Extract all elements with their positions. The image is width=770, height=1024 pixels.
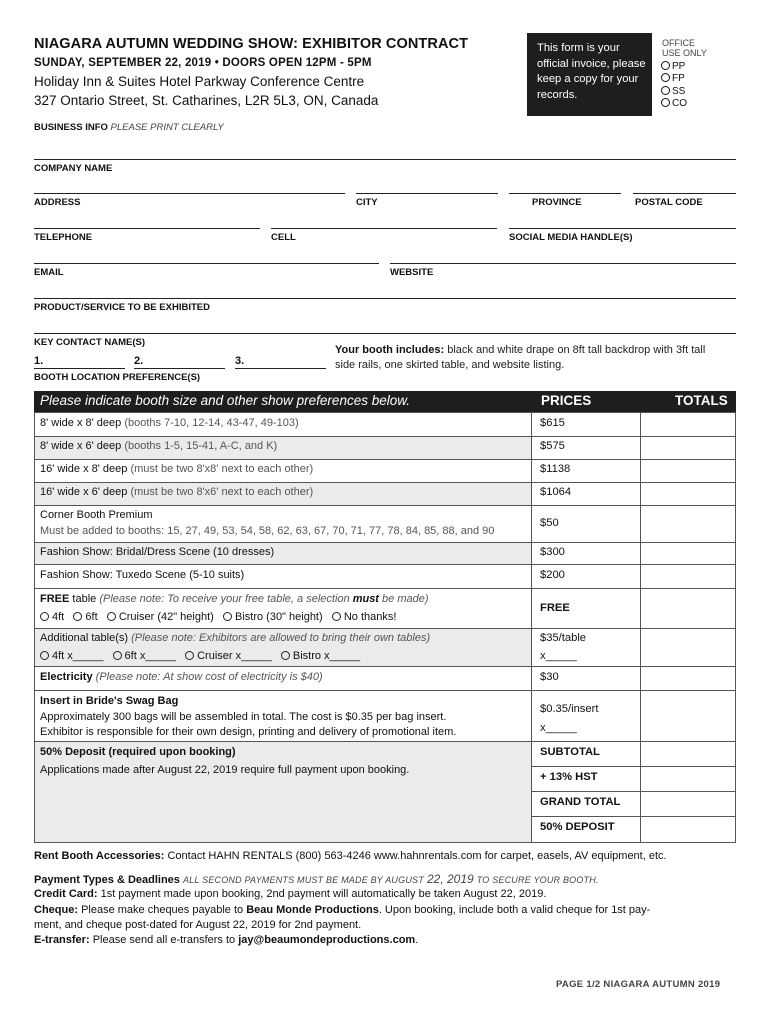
booth-pref-2-number: 2. bbox=[134, 355, 144, 367]
table-divider bbox=[34, 842, 736, 843]
telephone-label: TELEPHONE bbox=[34, 232, 93, 243]
table-divider bbox=[34, 436, 736, 437]
totals-column-header: TOTALS bbox=[675, 393, 728, 408]
table-border bbox=[735, 412, 736, 842]
booth-8x8-price: $615 bbox=[540, 417, 565, 429]
radio-circle-icon bbox=[281, 651, 290, 660]
booth-pref-1-field[interactable] bbox=[34, 368, 125, 369]
tuxedo-show-price: $200 bbox=[540, 569, 565, 581]
free-table-label: FREE table (Please note: To receive your free table, a selection must be made) bbox=[40, 593, 429, 605]
event-date: SUNDAY, SEPTEMBER 22, 2019 • DOORS OPEN 12PM - 5PM bbox=[34, 57, 372, 69]
table-divider bbox=[34, 505, 736, 506]
additional-tables-options bbox=[40, 650, 360, 662]
rent-accessories-note: Rent Booth Accessories: Contact HAHN RENTALS (800) 563-4246 www.hahnrentals.com for carpet, easels, AV equipment, etc. bbox=[34, 850, 667, 862]
telephone-field[interactable] bbox=[34, 228, 260, 229]
tuxedo-show-total-input[interactable] bbox=[641, 565, 735, 588]
swag-bag-label: Insert in Bride's Swag Bag bbox=[40, 695, 179, 707]
province-label: PROVINCE bbox=[532, 197, 582, 208]
corner-booth-total-input[interactable] bbox=[641, 506, 735, 542]
bridal-show-total-input[interactable] bbox=[641, 543, 735, 564]
postal-code-label: POSTAL CODE bbox=[635, 197, 703, 208]
etransfer-note: E-transfer: Please send all e-transfers to jay@beaumondeproductions.com. bbox=[34, 934, 419, 946]
social-media-field[interactable] bbox=[509, 228, 736, 229]
city-field[interactable] bbox=[356, 193, 498, 194]
cheque-note-continued: ment, and cheque post-dated for August 22, 2019 for 2nd payment. bbox=[34, 919, 362, 931]
corner-booth-price: $50 bbox=[540, 517, 559, 529]
additional-tables-price: $35/table bbox=[540, 632, 587, 644]
booth-16x6-price: $1064 bbox=[540, 486, 572, 498]
company-name-field[interactable] bbox=[34, 159, 736, 160]
electricity-total-input[interactable] bbox=[641, 667, 735, 690]
radio-circle-icon bbox=[332, 612, 341, 621]
table-divider bbox=[34, 588, 736, 589]
table-divider bbox=[34, 459, 736, 460]
website-field[interactable] bbox=[390, 263, 736, 264]
booth-pref-1-number: 1. bbox=[34, 355, 44, 367]
key-contact-label: KEY CONTACT NAME(S) bbox=[34, 337, 146, 348]
booth-16x8-total-input[interactable] bbox=[641, 460, 735, 482]
table-divider bbox=[34, 482, 736, 483]
address-field[interactable] bbox=[34, 193, 345, 194]
table-divider bbox=[34, 666, 736, 667]
booth-pref-label: BOOTH LOCATION PREFERENCE(S) bbox=[34, 372, 201, 383]
additional-tables-qty[interactable]: x_____ bbox=[540, 650, 577, 662]
subtotal-label: SUBTOTAL bbox=[540, 746, 600, 758]
table-divider bbox=[34, 564, 736, 565]
booth-includes-note: Your booth includes: black and white drape on 8ft tall backdrop with 3ft tall side rails, one skirted table, and website listing. bbox=[335, 344, 706, 371]
deposit-total-label: 50% DEPOSIT bbox=[540, 821, 615, 833]
grand-total-label: GRAND TOTAL bbox=[540, 796, 621, 808]
radio-circle-icon bbox=[73, 612, 82, 621]
etransfer-email[interactable]: jay@beaumondeproductions.com bbox=[238, 934, 416, 946]
electricity-price: $30 bbox=[540, 671, 559, 683]
table-border bbox=[34, 412, 35, 842]
booth-16x6-total-input[interactable] bbox=[641, 483, 735, 505]
page-title: NIAGARA AUTUMN WEDDING SHOW: EXHIBITOR CONTRACT bbox=[34, 36, 469, 52]
table-divider bbox=[34, 741, 736, 742]
venue-address: 327 Ontario Street, St. Catharines, L2R 5L3, ON, Canada bbox=[34, 93, 379, 108]
key-contact-field[interactable] bbox=[34, 333, 736, 334]
swag-bag-price: $0.35/insert bbox=[540, 703, 599, 715]
additional-bistro-option[interactable]: Bistro x_____ bbox=[281, 650, 360, 662]
booth-pref-3-number: 3. bbox=[235, 355, 245, 367]
province-field[interactable] bbox=[509, 193, 621, 194]
deposit-total-input[interactable] bbox=[641, 817, 735, 842]
table-divider bbox=[34, 628, 736, 629]
booth-8x8-total-input[interactable] bbox=[641, 413, 735, 436]
radio-circle-icon bbox=[40, 612, 49, 621]
company-name-label: COMPANY NAME bbox=[34, 163, 113, 174]
tuxedo-show-label: Fashion Show: Tuxedo Scene (5-10 suits) bbox=[40, 569, 245, 581]
email-label: EMAIL bbox=[34, 267, 64, 278]
venue-name: Holiday Inn & Suites Hotel Parkway Conference Centre bbox=[34, 74, 365, 89]
credit-card-note: Credit Card: 1st payment made upon booking, 2nd payment will automatically be taken August 22, 2019. bbox=[34, 888, 547, 900]
prices-column-header: PRICES bbox=[541, 393, 592, 408]
cell-field[interactable] bbox=[271, 228, 497, 229]
radio-circle-icon bbox=[661, 73, 670, 82]
email-field[interactable] bbox=[34, 263, 379, 264]
corner-booth-label: Corner Booth Premium bbox=[40, 509, 153, 521]
swag-bag-total-input[interactable] bbox=[641, 691, 735, 741]
deposit-heading: 50% Deposit (required upon booking) bbox=[40, 746, 236, 758]
radio-circle-icon bbox=[223, 612, 232, 621]
table-divider bbox=[34, 542, 736, 543]
free-table-6ft-option[interactable]: 6ft bbox=[73, 611, 97, 623]
radio-circle-icon bbox=[185, 651, 194, 660]
free-table-total-input[interactable] bbox=[641, 589, 735, 628]
bridal-show-price: $300 bbox=[540, 546, 565, 558]
free-table-no-thanks-option[interactable]: No thanks! bbox=[332, 611, 397, 623]
additional-tables-total-input[interactable] bbox=[641, 629, 735, 666]
business-info-label: BUSINESS INFO PLEASE PRINT CLEARLY bbox=[34, 122, 224, 133]
product-service-label: PRODUCT/SERVICE TO BE EXHIBITED bbox=[34, 302, 210, 313]
hst-label: + 13% HST bbox=[540, 771, 598, 783]
additional-6ft-option[interactable]: 6ft x_____ bbox=[113, 650, 176, 662]
booth-8x6-label: 8' wide x 6' deep (booths 1-5, 15-41, A-C, and K) bbox=[40, 440, 278, 452]
office-option-fp[interactable]: FP bbox=[661, 73, 687, 85]
booth-16x8-price: $1138 bbox=[540, 463, 571, 475]
city-label: CITY bbox=[356, 197, 378, 208]
payment-types-heading: Payment Types & Deadlines ALL SECOND PAYMENTS MUST BE MADE BY AUGUST 22, 2019 TO SECURE YOUR BOOTH. bbox=[34, 872, 599, 886]
office-use-label: OFFICE USE ONLY bbox=[662, 38, 707, 58]
radio-circle-icon bbox=[661, 86, 670, 95]
cell-label: CELL bbox=[271, 232, 296, 243]
table-divider bbox=[34, 690, 736, 691]
office-option-pp[interactable]: PP bbox=[661, 61, 687, 73]
booth-8x6-total-input[interactable] bbox=[641, 437, 735, 459]
radio-circle-icon bbox=[113, 651, 122, 660]
free-table-cruiser-option[interactable]: Cruiser (42" height) bbox=[107, 611, 214, 623]
table-header-instructions: Please indicate booth size and other show preferences below. bbox=[40, 393, 410, 408]
social-media-label: SOCIAL MEDIA HANDLE(S) bbox=[509, 232, 633, 243]
postal-code-field[interactable] bbox=[633, 193, 736, 194]
free-table-bistro-option[interactable]: Bistro (30" height) bbox=[223, 611, 323, 623]
swag-bag-qty[interactable]: x_____ bbox=[540, 722, 577, 734]
radio-circle-icon bbox=[661, 98, 670, 107]
booth-8x6-price: $575 bbox=[540, 440, 565, 452]
booth-16x8-label: 16' wide x 8' deep (must be two 8'x8' next to each other) bbox=[40, 463, 314, 475]
free-table-options bbox=[40, 611, 396, 623]
office-use-options bbox=[661, 61, 687, 111]
table-border bbox=[531, 412, 532, 842]
radio-circle-icon bbox=[107, 612, 116, 621]
hst-input[interactable] bbox=[641, 767, 735, 791]
office-option-ss[interactable]: SS bbox=[661, 86, 687, 98]
booth-16x6-label: 16' wide x 6' deep (must be two 8'x6' next to each other) bbox=[40, 486, 314, 498]
additional-4ft-option[interactable]: 4ft x_____ bbox=[40, 650, 103, 662]
radio-circle-icon bbox=[40, 651, 49, 660]
grand-total-input[interactable] bbox=[641, 792, 735, 816]
address-label: ADDRESS bbox=[34, 197, 81, 208]
swag-bag-detail-2: Exhibitor is responsible for their own design, printing and delivery of promotional item. bbox=[40, 726, 457, 738]
electricity-label: Electricity (Please note: At show cost of electricity is $40) bbox=[40, 671, 323, 683]
page-footer: PAGE 1/2 NIAGARA AUTUMN 2019 bbox=[556, 979, 721, 990]
product-service-field[interactable] bbox=[34, 298, 736, 299]
table-divider bbox=[34, 412, 736, 413]
invoice-notice: This form is your official invoice, please keep a copy for your records. bbox=[527, 33, 652, 116]
booth-pref-2-field[interactable] bbox=[134, 368, 225, 369]
additional-tables-label: Additional table(s) (Please note: Exhibitors are allowed to bring their own tables) bbox=[40, 632, 431, 644]
subtotal-input[interactable] bbox=[641, 742, 735, 766]
free-table-4ft-option[interactable]: 4ft bbox=[40, 611, 64, 623]
website-label: WEBSITE bbox=[390, 267, 434, 278]
cheque-note: Cheque: Please make cheques payable to Beau Monde Productions. Upon booking, include both a valid cheque for 1st pay- bbox=[34, 904, 651, 916]
bridal-show-label: Fashion Show: Bridal/Dress Scene (10 dresses) bbox=[40, 546, 275, 558]
additional-cruiser-option[interactable]: Cruiser x_____ bbox=[185, 650, 272, 662]
free-table-price: FREE bbox=[540, 602, 570, 614]
booth-pref-3-field[interactable] bbox=[235, 368, 326, 369]
radio-circle-icon bbox=[661, 61, 670, 70]
office-option-co[interactable]: CO bbox=[661, 98, 687, 110]
swag-bag-detail-1: Approximately 300 bags will be assembled in total. The cost is $0.35 per bag insert. bbox=[40, 711, 447, 723]
deposit-note: Applications made after August 22, 2019 require full payment upon booking. bbox=[40, 764, 410, 776]
corner-booth-note: Must be added to booths: 15, 27, 49, 53, 54, 58, 62, 63, 67, 70, 71, 77, 78, 84, 85, 88, and 90 bbox=[40, 525, 495, 537]
booth-8x8-label: 8' wide x 8' deep (booths 7-10, 12-14, 43-47, 49-103) bbox=[40, 417, 299, 429]
